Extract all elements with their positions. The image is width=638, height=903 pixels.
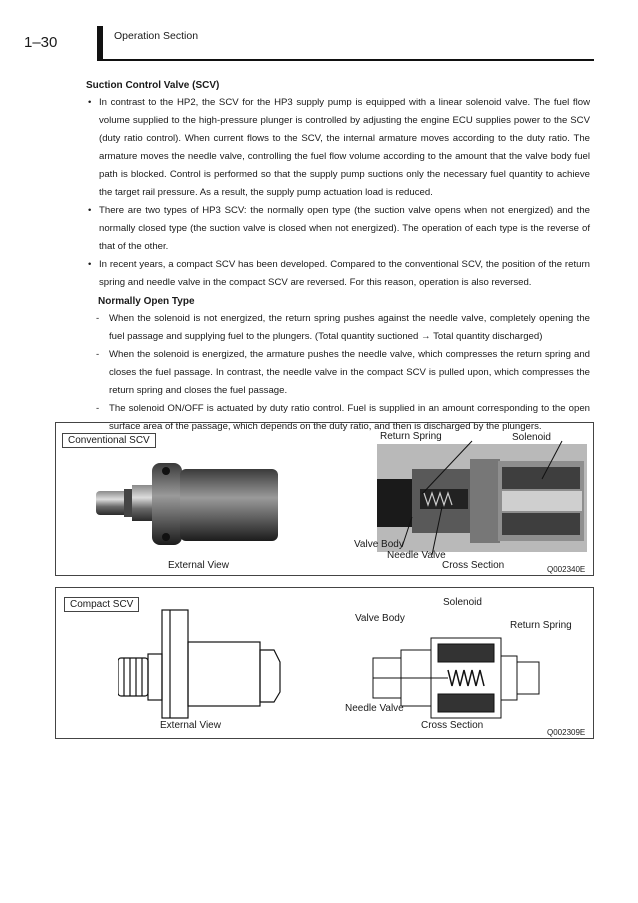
page-number: 1–30 — [24, 34, 58, 51]
solenoid-label: Solenoid — [443, 597, 482, 608]
cross-section-caption: Cross Section — [421, 720, 484, 731]
valve-body-label: Valve Body — [354, 539, 404, 550]
body-text — [86, 78, 590, 436]
solenoid-label: Solenoid — [512, 432, 551, 443]
figure-code: Q002340E — [547, 565, 586, 574]
conventional-external-view-image — [96, 441, 296, 561]
bullet-paragraph: • There are two types of HP3 SCV: the normally open type (the suction valve opens when not energized) and the normally closed type (the suction valve is closed when not energized). The operation of each type is the reverse of that of the other. — [86, 202, 590, 256]
valve-body-label: Valve Body — [355, 613, 405, 624]
figure-code: Q002309E — [547, 728, 586, 737]
dash-item: - When the solenoid is not energized, the return spring pushes against the needle valve, completely opening the fuel passage and supplying fuel to the plungers. (Total quantity suctioned → Total quantity discharged) — [90, 310, 590, 346]
bullet-paragraph: • In recent years, a compact SCV has been developed. Compared to the conventional SCV, the position of the return spring and needle valve in the compact SCV are reversed. For this reason, operation is also reversed. — [86, 256, 590, 292]
return-spring-label: Return Spring — [510, 620, 572, 631]
dash-item: - The solenoid ON/OFF is actuated by duty ratio control. Fuel is supplied in an amount corresponding to the open surface area of the passage, which depends on the duty ratio, and then is discharged by the plungers. — [90, 400, 590, 436]
header-rule — [97, 59, 594, 61]
dash-item: - When the solenoid is energized, the armature pushes the needle valve, which compresses the return spring and closes the fuel passage. In contrast, the needle valve in the compact SCV is pulled upon, which compresses the return spring and closes the fuel passage. — [90, 346, 590, 400]
figure-compact-scv — [55, 587, 594, 739]
section-title: Operation Section — [114, 30, 199, 42]
scv-heading: Suction Control Valve (SCV) — [86, 80, 220, 91]
external-view-caption: External View — [160, 720, 221, 731]
needle-valve-label: Needle Valve — [387, 550, 446, 561]
return-spring-label: Return Spring — [380, 431, 442, 442]
normally-open-heading: Normally Open Type — [98, 296, 195, 307]
figure-label: Compact SCV — [64, 597, 139, 612]
cross-section-caption: Cross Section — [442, 560, 505, 571]
bullet-paragraph: • In contrast to the HP2, the SCV for the HP3 supply pump is equipped with a linear solenoid valve. The fuel flow volume supplied to the high-pressure plunger is controlled by adjusting the engine ECU supplies power to the SCV (duty ratio control). When current flows to the SCV, the internal armature moves according to the duty ratio. The armature moves the needle valve, controlling the fuel flow volume according to the amount that the valve body fuel path is blocked. Control is performed so that the supply pump suctions only the necessary fuel quantity to achieve the target rail pressure. As a result, the supply pump actuation load is reduced. — [86, 94, 590, 202]
figure-conventional-scv — [55, 422, 594, 576]
needle-valve-label: Needle Valve — [345, 703, 404, 714]
header-bar — [97, 26, 103, 60]
figure-label: Conventional SCV — [62, 433, 156, 448]
external-view-caption: External View — [168, 560, 229, 571]
conventional-cross-section-image — [372, 439, 592, 557]
compact-external-view-image — [118, 600, 288, 720]
